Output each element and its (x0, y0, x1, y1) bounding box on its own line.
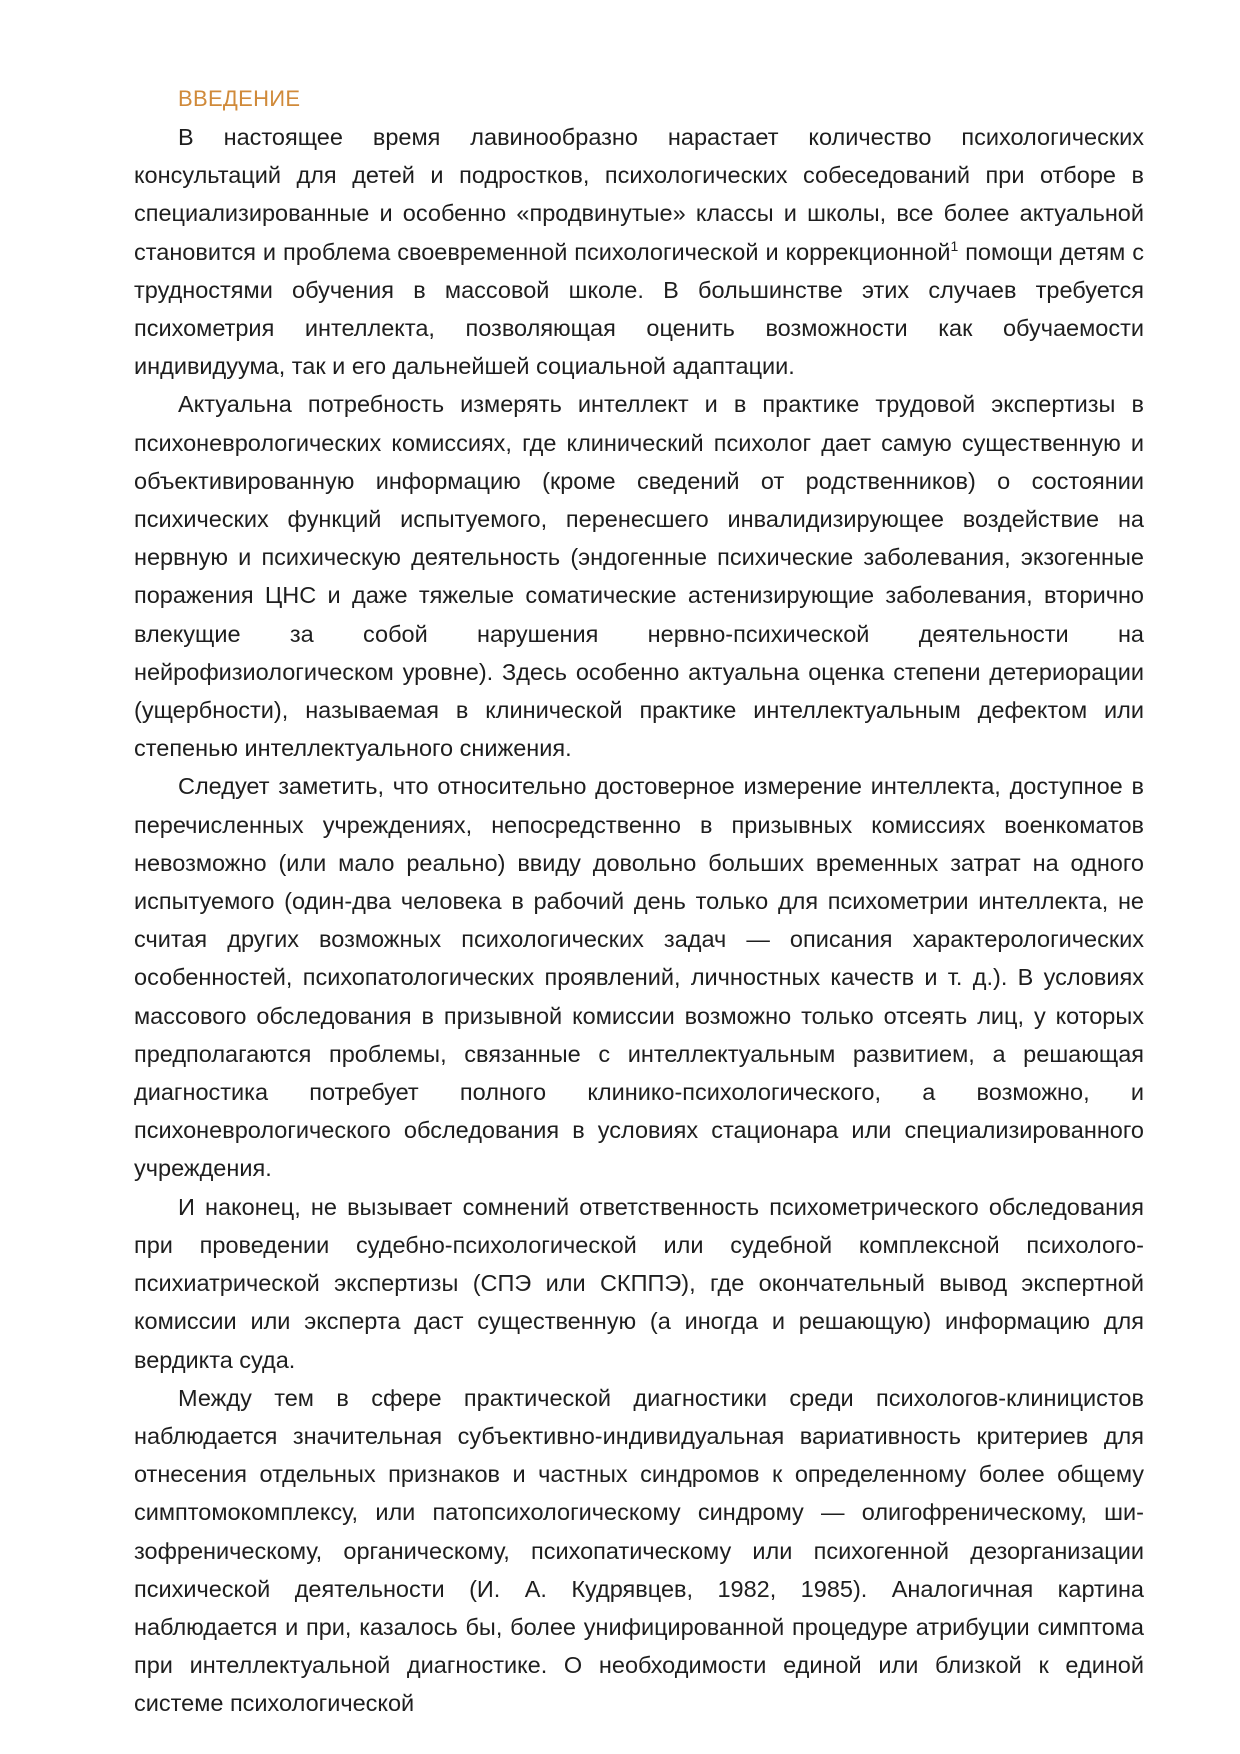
paragraph-2: Актуальна потребность измерять интеллект и в практике трудовой экспертизы в психоневрологических комиссиях, где клинический психолог дает самую существенную и объективированную информацию (кроме сведений от родственников) о состоянии психических функций испытуемого, перенесшего инвалидизирующее воздействие на нервную и психическую деятельность (эндогенные психические заболевания, экзогенные поражения ЦНС и даже тяжелые соматические астенизирующие заболевания, вторично влекущие за собой нарушения нервно-психической деятельности на нейрофизиологическом уровне). Здесь особенно актуальна оценка степени детериорации (ущербности), называемая в клинической практике интеллектуальным дефектом или степенью интеллектуального снижения. (134, 391, 1144, 762)
paragraph-4: И наконец, не вызывает сомнений ответственность психометрического обследования при проведении судебно-психологической или судебной комплексной психолого-психиатрической экспертизы (СПЭ или СКППЭ), где окончательный вывод экспертной комиссии или эксперта даст существенную (а иногда и решающую) информацию для вердикта суда. (134, 1193, 1144, 1373)
section-heading: ВВЕДЕНИЕ (178, 86, 301, 111)
paragraph-5: Между тем в сфере практической диагностики среди психологов-клиницистов наблюдается значительная субъективно-индивидуальная вариативность критериев для отнесения отдельных признаков и частных синдромов к определенному более общему симптомокомплексу, или патопсихологическому синдрому — олигофреническому, шизофреническому, органическому, психопатическому или психогенной дезорганизации психической деятельности (И. А. Кудрявцев, 1982, 1985). Аналогичная картина наблюдается и при, казалось бы, более унифицированной процедуре атрибуции симптома при интеллектуальной диагностике. О необходимости единой или близкой к единой системе психологической (134, 1384, 1144, 1717)
document-page (134, 80, 1144, 1723)
paragraph-1-text-b: помощи детям с трудностями обучения в массовой школе. В большинстве этих случаев требуется психометрия интеллекта, позволяющая оценить возможности как обучаемости индивидуума, так и его дальнейшей социальной адаптации. (134, 238, 1145, 380)
paragraph-1-text-a: В настоящее время лавинообразно нарастает количество психологических консультаций для детей и подростков, психологических собеседований при отборе в специализированные и особенно «продвинутые» классы и школы, все более актуальной становится и проблема своевременной психологической и коррекционной (134, 124, 1144, 265)
paragraph-1 (134, 118, 1144, 385)
paragraph-3: Следует заметить, что относительно достоверное измерение интеллекта, доступное в перечисленных учреждениях, непосредственно в призывных комиссиях военкоматов невозможно (или мало реально) ввиду довольно больших временных затрат на одного испытуемого (один-два человека в рабочий день только для психометрии интеллекта, не считая других возможных психологических задач — описания характерологических особенностей, психопатологических проявлений, личностных качеств и т. д.). В условиях массового обследования в призывной комиссии возможно только отсеять лиц, у которых предполагаются проблемы, связанные с интеллектуальным развитием, а решающая диагностика потребует полного клинико-психологического, а возможно, и психоневрологического обследования в условиях стационара или специализированного учреждения. (134, 773, 1144, 1182)
footnote-marker: 1 (950, 237, 959, 254)
